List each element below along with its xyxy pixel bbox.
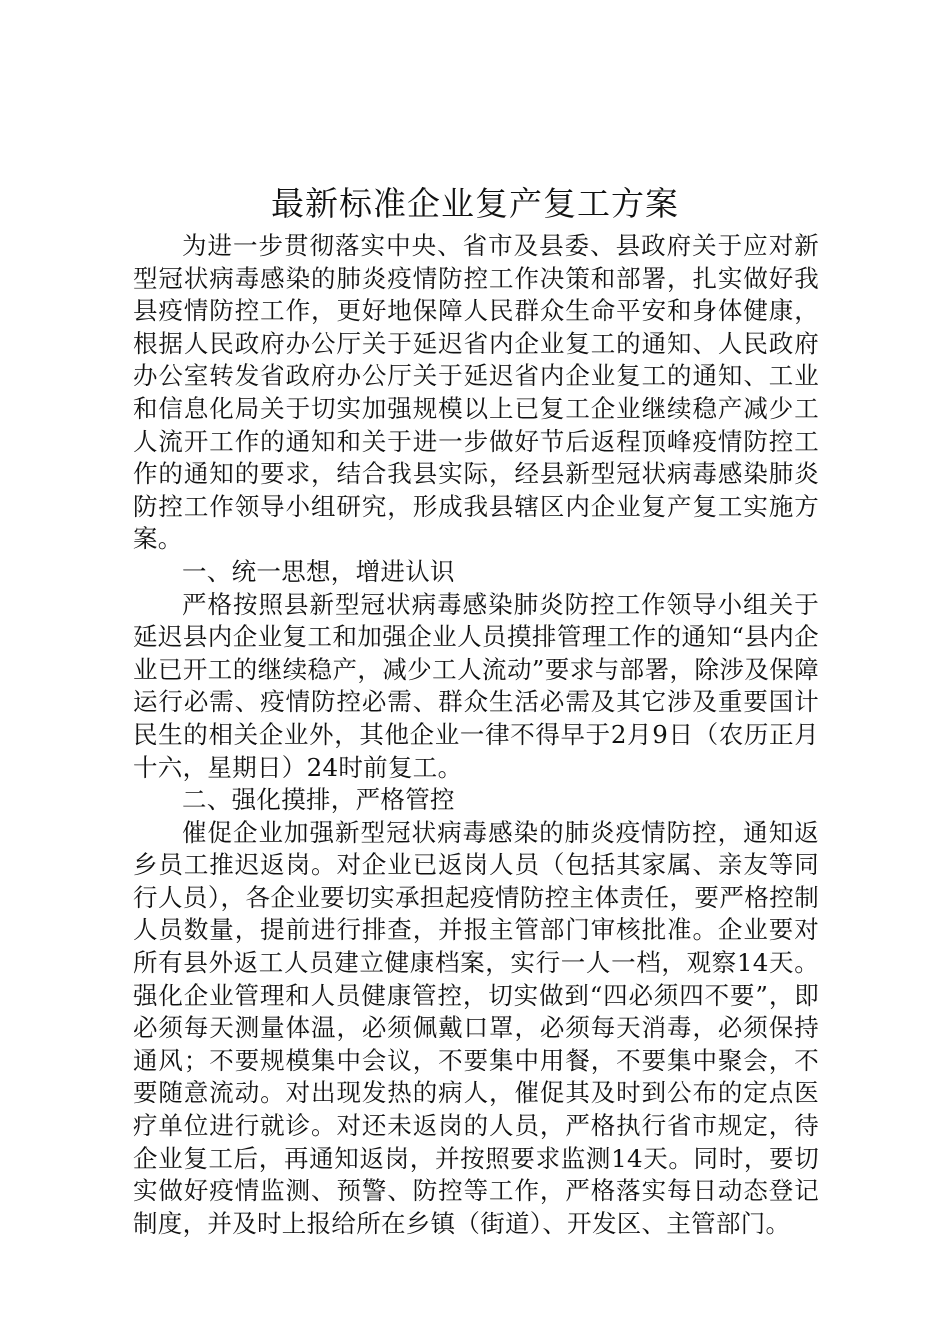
section-heading-2: 二、强化摸排，严格管控: [182, 785, 455, 815]
intro-paragraph: 为进一步贯彻落实中央、省市及县委、县政府关于应对新型冠状病毒感染的肺炎疫情防控工作决策和部署，扎实做好我县疫情防控工作，更好地保障人民群众生命平安和身体健康，根据人民政府办公厅关于延迟省内企业复工的通知、人民政府办公室转发省政府办公厅关于延迟省内企业复工的通知、工业和信息化局关于切实加强规模以上已复工企业继续稳产减少工人流开工作的通知和关于进一步做好节后返程顶峰疫情防控工作的通知的要求，结合我县实际，经县新型冠状病毒感染肺炎防控工作领导小组研究，形成我县辖区内企业复产复工实施方案。: [133, 231, 819, 554]
section-1-paragraph: 严格按照县新型冠状病毒感染肺炎防控工作领导小组关于延迟县内企业复工和加强企业人员摸排管理工作的通知“县内企业已开工的继续稳产，减少工人流动”要求与部署，除涉及保障运行必需、疫情防控必需、群众生活必需及其它涉及重要国计民生的相关企业外，其他企业一律不得早于2月9日（农历正月十六，星期日）24时前复工。: [133, 589, 819, 782]
section-heading-1: 一、统一思想，增进认识: [182, 556, 455, 586]
document-title: 最新标准企业复产复工方案: [271, 184, 679, 223]
section-2-paragraph: 催促企业加强新型冠状病毒感染的肺炎疫情防控，通知返乡员工推迟返岗。对企业已返岗人员（包括其家属、亲友等同行人员），各企业要切实承担起疫情防控主体责任，要严格控制人员数量，提前进行排查，并报主管部门审核批准。企业要对所有县外返工人员建立健康档案，实行一人一档，观察14天。强化企业管理和人员健康管控，切实做到“四必须四不要”，即必须每天测量体温，必须佩戴口罩，必须每天消毒，必须保持通风；不要规模集中会议，不要集中用餐，不要集中聚会，不要随意流动。对出现发热的病人，催促其及时到公布的定点医疗单位进行就诊。对还未返岗的人员，严格执行省市规定，待企业复工后，再通知返岗，并按照要求监测14天。同时，要切实做好疫情监测、预警、防控等工作，严格落实每日动态登记制度，并及时上报给所在乡镇（街道）、开发区、主管部门。: [133, 817, 819, 1238]
document-body: [133, 230, 819, 1240]
